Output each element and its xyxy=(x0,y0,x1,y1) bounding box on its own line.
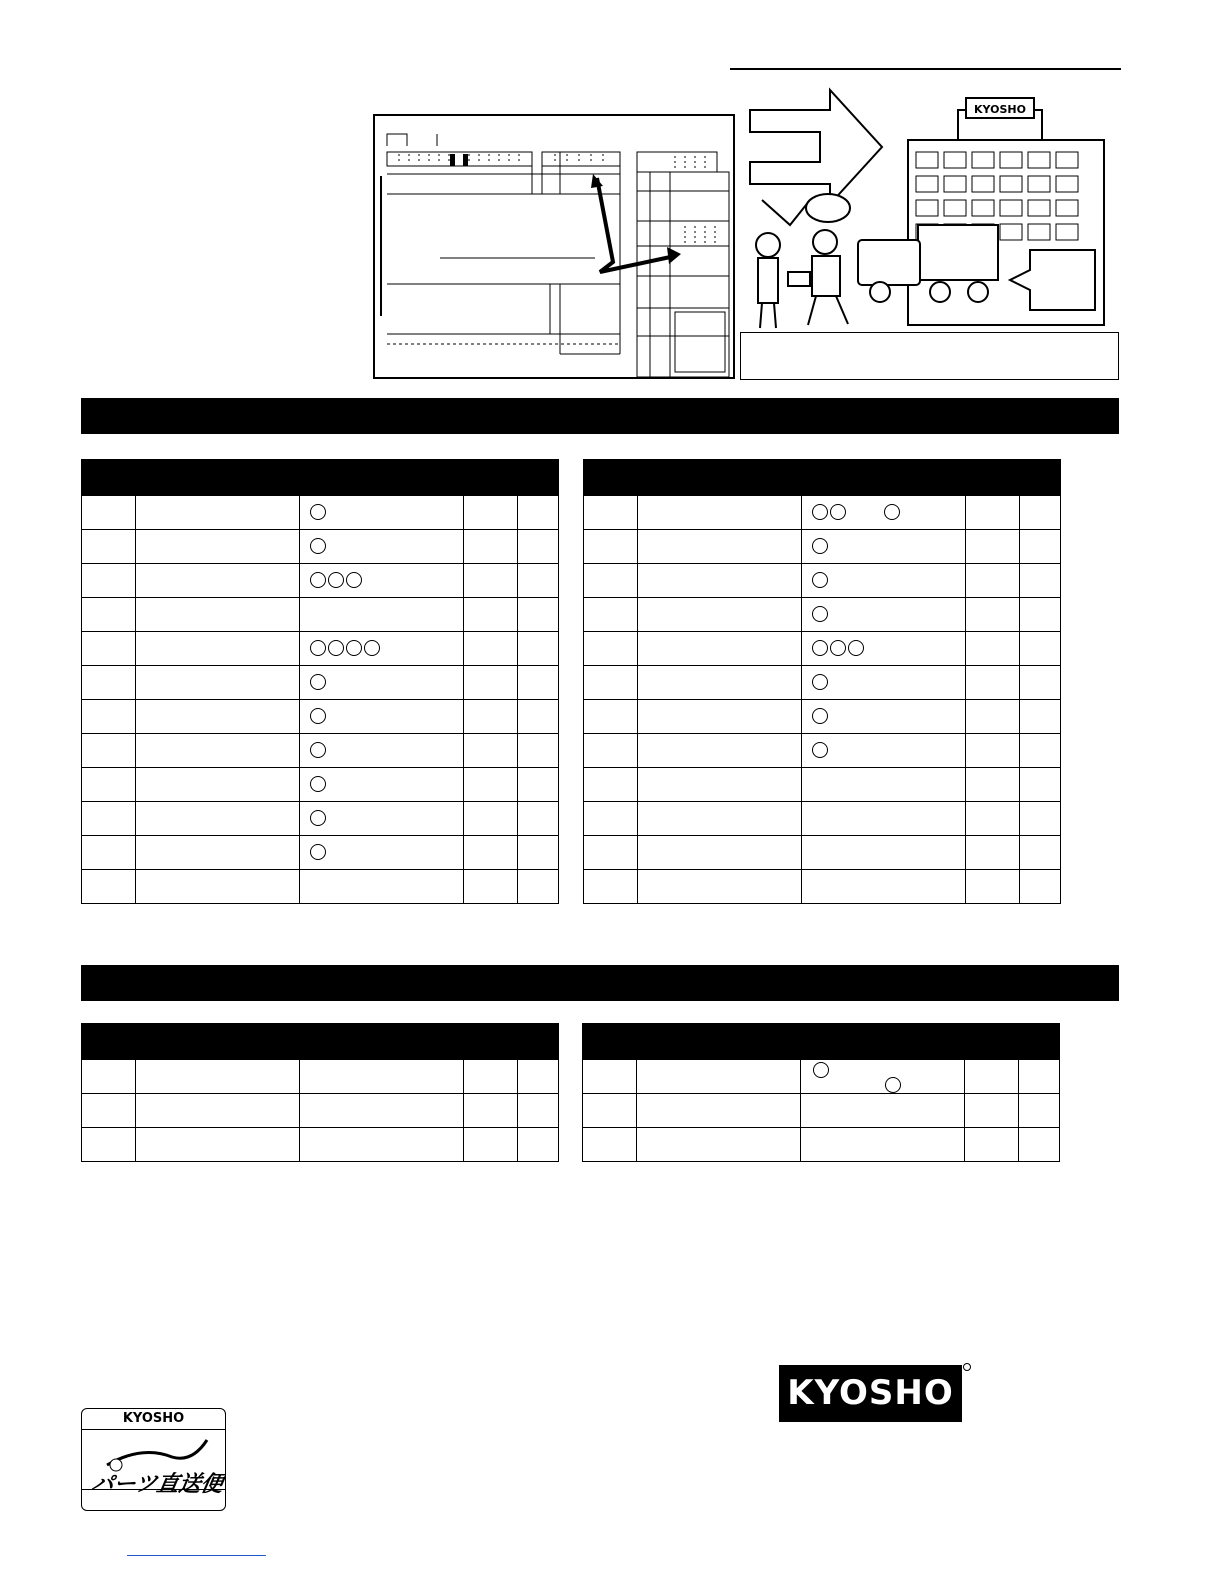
table-cell xyxy=(136,666,300,700)
table-cell xyxy=(518,530,559,564)
table-cell xyxy=(638,496,802,530)
table-cell xyxy=(464,870,518,904)
table-cell xyxy=(136,632,300,666)
table-cell xyxy=(966,632,1020,666)
table-cell xyxy=(464,530,518,564)
table-cell xyxy=(802,768,966,802)
table-row xyxy=(583,1060,1060,1094)
table-cell xyxy=(300,666,464,700)
table-cell xyxy=(802,530,966,564)
table-cell xyxy=(82,836,136,870)
table-cell xyxy=(518,598,559,632)
circle-mark-icon xyxy=(310,572,326,588)
table-cell xyxy=(637,1060,801,1094)
badge-footer xyxy=(82,1489,225,1510)
table-cell xyxy=(300,632,464,666)
table-cell xyxy=(464,1060,518,1094)
table-cell xyxy=(300,734,464,768)
table-cell xyxy=(464,564,518,598)
table-cell xyxy=(518,564,559,598)
illustration-caption-box xyxy=(740,332,1119,380)
table-cell xyxy=(300,598,464,632)
circle-mark-icon xyxy=(346,572,362,588)
table-cell xyxy=(638,700,802,734)
kyosho-logo xyxy=(779,1365,962,1422)
table-cell xyxy=(300,1094,464,1128)
table-cell xyxy=(965,1060,1019,1094)
table-cell xyxy=(136,802,300,836)
circle-mark-icon xyxy=(310,810,326,826)
table-cell xyxy=(638,530,802,564)
table-cell xyxy=(1020,802,1061,836)
table-cell xyxy=(300,530,464,564)
badge-brand: KYOSHO xyxy=(82,1409,225,1430)
circle-mark-icon xyxy=(310,538,326,554)
parts-delivery-badge xyxy=(81,1408,226,1511)
table-cell xyxy=(518,666,559,700)
table-cell xyxy=(82,802,136,836)
table-cell xyxy=(802,632,966,666)
table-cell xyxy=(464,700,518,734)
parts-table-2-right xyxy=(582,1023,1060,1162)
table-cell xyxy=(464,734,518,768)
table-row xyxy=(584,836,1061,870)
table-cell xyxy=(584,598,638,632)
table-cell xyxy=(965,1094,1019,1128)
table-cell xyxy=(638,836,802,870)
table-cell xyxy=(584,530,638,564)
table-row xyxy=(584,564,1061,598)
table-row xyxy=(82,768,559,802)
table-cell xyxy=(82,632,136,666)
table-header-row xyxy=(82,460,559,496)
circle-mark-icon xyxy=(885,1077,901,1093)
table-cell xyxy=(300,700,464,734)
table-row xyxy=(583,1128,1060,1162)
table-cell xyxy=(802,700,966,734)
table-cell xyxy=(584,564,638,598)
table-cell xyxy=(966,530,1020,564)
table-cell xyxy=(518,632,559,666)
table-cell xyxy=(1020,496,1061,530)
table-cell xyxy=(584,496,638,530)
table-cell xyxy=(1019,1128,1060,1162)
table-cell xyxy=(1020,564,1061,598)
table-cell xyxy=(638,734,802,768)
table-cell xyxy=(966,768,1020,802)
table-cell xyxy=(966,870,1020,904)
table-cell xyxy=(82,564,136,598)
circle-mark-icon xyxy=(310,504,326,520)
circle-mark-icon xyxy=(310,742,326,758)
table-cell xyxy=(1019,1094,1060,1128)
table-cell xyxy=(966,836,1020,870)
table-cell xyxy=(583,1128,637,1162)
table-cell xyxy=(464,1128,518,1162)
table-row xyxy=(82,1128,559,1162)
table-row xyxy=(82,836,559,870)
table-cell xyxy=(1020,836,1061,870)
table-cell xyxy=(82,734,136,768)
table-cell xyxy=(583,1094,637,1128)
table-cell xyxy=(136,1094,300,1128)
circle-mark-icon xyxy=(830,504,846,520)
table-cell xyxy=(518,768,559,802)
table-cell xyxy=(583,1060,637,1094)
table-cell xyxy=(82,700,136,734)
circle-mark-icon xyxy=(830,640,846,656)
table-cell xyxy=(464,632,518,666)
table-cell xyxy=(638,632,802,666)
table-row xyxy=(82,1094,559,1128)
table-cell xyxy=(518,1128,559,1162)
table-row xyxy=(584,734,1061,768)
parts-table-2-left xyxy=(81,1023,559,1162)
table-cell xyxy=(464,598,518,632)
table-row xyxy=(584,632,1061,666)
table-row xyxy=(584,768,1061,802)
table-cell xyxy=(136,1060,300,1094)
table-cell xyxy=(801,1094,965,1128)
table-cell xyxy=(802,598,966,632)
circle-mark-icon xyxy=(310,776,326,792)
table-cell xyxy=(638,564,802,598)
table-cell xyxy=(1019,1060,1060,1094)
table-cell xyxy=(464,836,518,870)
registered-mark-icon xyxy=(963,1363,971,1371)
table-cell xyxy=(966,802,1020,836)
circle-mark-icon xyxy=(328,572,344,588)
table-row xyxy=(584,700,1061,734)
section-header-band xyxy=(81,965,1119,1001)
table-cell xyxy=(584,768,638,802)
circle-mark-icon xyxy=(812,742,828,758)
header-rule xyxy=(730,68,1121,70)
table-cell xyxy=(584,734,638,768)
building-sign: KYOSHO xyxy=(974,103,1026,116)
table-cell xyxy=(637,1094,801,1128)
table-cell xyxy=(584,700,638,734)
table-cell xyxy=(801,1128,965,1162)
circle-mark-icon xyxy=(812,674,828,690)
table-row xyxy=(82,496,559,530)
table-row xyxy=(82,530,559,564)
table-cell xyxy=(584,666,638,700)
table-row xyxy=(584,530,1061,564)
table-cell xyxy=(300,768,464,802)
table-cell xyxy=(464,768,518,802)
circle-mark-icon xyxy=(310,674,326,690)
table-cell xyxy=(300,564,464,598)
table-row xyxy=(82,1060,559,1094)
table-cell xyxy=(136,870,300,904)
table-cell xyxy=(802,870,966,904)
circle-mark-icon xyxy=(346,640,362,656)
table-cell xyxy=(464,496,518,530)
table-row xyxy=(584,496,1061,530)
table-cell xyxy=(300,1060,464,1094)
table-header-row xyxy=(584,460,1061,496)
table-cell xyxy=(300,496,464,530)
table-cell xyxy=(136,598,300,632)
table-cell xyxy=(638,802,802,836)
circle-mark-icon xyxy=(812,538,828,554)
table-cell xyxy=(966,564,1020,598)
table-cell xyxy=(300,802,464,836)
circle-mark-icon xyxy=(812,640,828,656)
parts-table-1-left xyxy=(81,459,559,904)
table-header-row xyxy=(82,1024,559,1060)
table-cell xyxy=(464,802,518,836)
circle-mark-icon xyxy=(310,640,326,656)
circle-mark-icon xyxy=(812,504,828,520)
table-cell xyxy=(82,530,136,564)
table-cell xyxy=(518,802,559,836)
table-cell xyxy=(518,836,559,870)
circle-mark-icon xyxy=(310,708,326,724)
table-cell xyxy=(82,1060,136,1094)
table-row xyxy=(82,802,559,836)
table-cell xyxy=(1020,768,1061,802)
table-row xyxy=(584,870,1061,904)
table-cell xyxy=(638,598,802,632)
circle-mark-icon xyxy=(884,504,900,520)
table-cell xyxy=(82,768,136,802)
table-cell xyxy=(1020,700,1061,734)
table-cell xyxy=(136,496,300,530)
table-cell xyxy=(518,1060,559,1094)
circle-mark-icon xyxy=(328,640,344,656)
table-cell xyxy=(518,734,559,768)
badge-text: パーツ直送便 xyxy=(89,1472,225,1497)
table-cell xyxy=(300,1128,464,1162)
table-cell xyxy=(136,700,300,734)
circle-mark-icon xyxy=(848,640,864,656)
table-cell xyxy=(136,768,300,802)
table-cell xyxy=(300,870,464,904)
table-cell xyxy=(584,870,638,904)
table-cell xyxy=(1020,870,1061,904)
table-cell xyxy=(82,666,136,700)
table-row xyxy=(82,700,559,734)
table-row xyxy=(82,564,559,598)
table-cell xyxy=(802,836,966,870)
parts-table-1-right xyxy=(583,459,1061,904)
circle-mark-icon xyxy=(813,1062,829,1078)
table-cell xyxy=(966,700,1020,734)
footer-link-underline[interactable] xyxy=(127,1555,266,1556)
table-cell xyxy=(966,496,1020,530)
section-header-band xyxy=(81,398,1119,434)
table-row xyxy=(583,1094,1060,1128)
table-cell xyxy=(584,632,638,666)
table-row xyxy=(82,598,559,632)
table-cell xyxy=(136,734,300,768)
table-cell xyxy=(802,666,966,700)
table-cell xyxy=(518,496,559,530)
circle-mark-icon xyxy=(310,844,326,860)
table-cell xyxy=(136,1128,300,1162)
circle-mark-icon xyxy=(364,640,380,656)
table-cell xyxy=(802,496,966,530)
table-row xyxy=(584,666,1061,700)
table-cell xyxy=(801,1060,965,1094)
transfer-form-illustration xyxy=(373,114,735,379)
table-cell xyxy=(82,598,136,632)
table-cell xyxy=(966,734,1020,768)
table-cell xyxy=(638,666,802,700)
table-cell xyxy=(464,1094,518,1128)
table-cell xyxy=(1020,598,1061,632)
table-cell xyxy=(518,1094,559,1128)
table-cell xyxy=(82,870,136,904)
table-cell xyxy=(584,836,638,870)
table-cell xyxy=(1020,666,1061,700)
table-row xyxy=(82,632,559,666)
table-cell xyxy=(136,530,300,564)
table-cell xyxy=(82,496,136,530)
table-cell xyxy=(464,666,518,700)
table-cell xyxy=(802,802,966,836)
table-cell xyxy=(637,1128,801,1162)
table-cell xyxy=(965,1128,1019,1162)
circle-mark-icon xyxy=(812,572,828,588)
table-cell xyxy=(1020,734,1061,768)
logo-text: KYOSHO xyxy=(787,1373,954,1413)
table-cell xyxy=(518,700,559,734)
table-cell xyxy=(136,836,300,870)
table-cell xyxy=(300,836,464,870)
table-row xyxy=(82,666,559,700)
table-cell xyxy=(1020,530,1061,564)
table-row xyxy=(82,870,559,904)
table-header-row xyxy=(583,1024,1060,1060)
table-cell xyxy=(966,666,1020,700)
table-cell xyxy=(1020,632,1061,666)
circle-mark-icon xyxy=(812,606,828,622)
table-cell xyxy=(966,598,1020,632)
table-cell xyxy=(584,802,638,836)
table-row xyxy=(82,734,559,768)
table-cell xyxy=(82,1094,136,1128)
table-row xyxy=(584,598,1061,632)
table-cell xyxy=(82,1128,136,1162)
table-cell xyxy=(518,870,559,904)
table-row xyxy=(584,802,1061,836)
table-cell xyxy=(802,734,966,768)
circle-mark-icon xyxy=(812,708,828,724)
table-cell xyxy=(136,564,300,598)
table-cell xyxy=(638,768,802,802)
table-cell xyxy=(802,564,966,598)
table-cell xyxy=(638,870,802,904)
